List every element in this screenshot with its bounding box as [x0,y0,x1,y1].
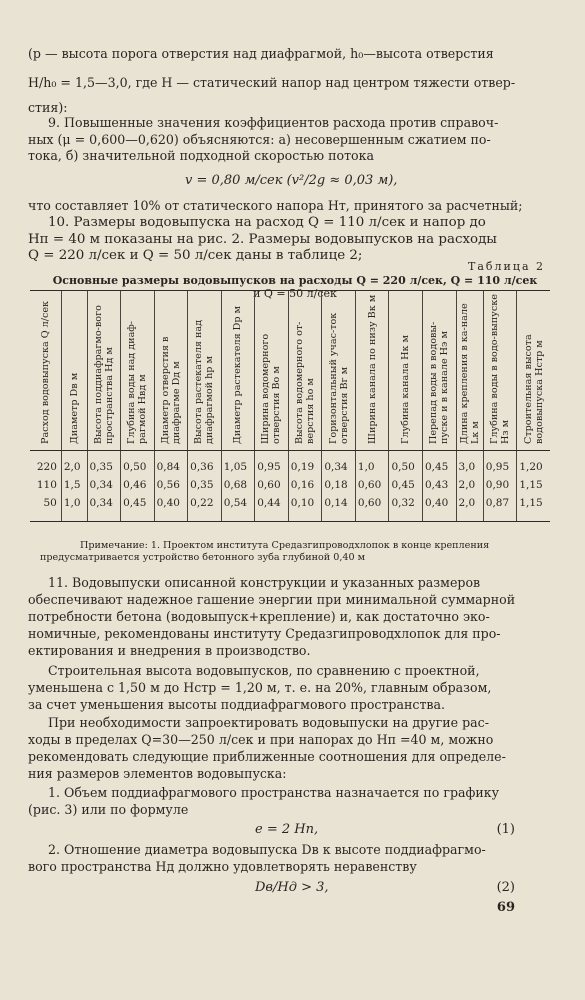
text-line: 9. Повышенные значения коэффициентов расхода против справоч- [48,115,499,130]
table-body [30,451,550,522]
text-line: Q = 220 л/сек и Q = 50 л/сек даны в таблице 2; [28,248,363,263]
table-cell: 0,35 [188,476,222,494]
table-cell: 0,16 [288,476,322,494]
table-column-header [422,291,456,451]
table-header-row [30,291,550,451]
table-cell: 0,68 [221,476,255,494]
table-column-header [355,291,389,451]
table-column-header [61,291,87,451]
table-cell: 0,54 [221,494,255,522]
table-cell: 220 [36,461,57,473]
table-number: Таблица 2 [468,260,545,273]
table-column-header-label: Высота водомерного от-верстия hо м [294,321,317,444]
text-line: ходы в пределах Q=30—250 л/сек и при напорах до Hп =40 м, можно [28,732,494,747]
text-line: H/h₀ = 1,5—3,0, где H — статический напор над центром тяжести отвер- [28,75,516,90]
table-cell: 0,43 [422,476,456,494]
table-cell: 0,95 [483,451,517,477]
table-column-header-label: Длина крепления в ка-нале Lк м [458,303,481,444]
table-cell: 0,56 [154,476,188,494]
table-cell: 1,0 [61,494,87,522]
table-cell: 0,95 [255,451,289,477]
formula-ratio: Dв/Hд > 3, [255,880,329,895]
table-column-header-label: Высота растекателя над диафрагмой hр м [193,319,216,444]
dimensions-table [30,286,550,522]
table-cell: 0,90 [483,476,517,494]
table-column-header-label: Горизонтальный учас-ток отверстия Bг м [327,312,350,444]
table-column-header-label: Диаметр отверстия в диафрагме Dд м [159,336,182,444]
table-cell: 1,0 [355,451,389,477]
text-line: 2. Отношение диаметра водовыпуска Dв к высоте поддиафрагмо- [48,842,486,857]
table-cell: 0,40 [422,494,456,522]
table-note-line: предусматривается устройство бетонного зуба глубиной 0,40 м [40,551,366,563]
table-cell: 1,05 [221,451,255,477]
text-line: ния размеров элементов водовыпуска: [28,766,287,781]
text-line: ных (μ = 0,600—0,620) объясняются: а) несовершенным сжатием по- [28,132,491,147]
table-row [30,476,550,494]
table-cell: 0,50 [121,451,155,477]
text-line: Hп = 40 м показаны на рис. 2. Размеры водовыпусков на расходы [28,232,497,247]
table-cell: 0,44 [255,494,289,522]
table-column-header [456,291,483,451]
formula-volume: e = 2 Hп, [255,822,319,837]
text-line: Строительная высота водовыпусков, по сравнению с проектной, [48,663,480,678]
table-column-header [322,291,356,451]
text-line: рекомендовать следующие приближенные соотношения для определе- [28,749,506,764]
table-column-header [30,291,61,451]
table-column-header-label: Строительная высота водовыпуска Hстр м [522,334,545,444]
table-cell: 0,34 [87,476,121,494]
table-row [30,494,550,522]
equation-number: (1) [496,822,515,837]
table-column-header [121,291,155,451]
table-column-header-label: Диаметр Dв м [68,372,80,444]
table-cell: 0,45 [121,494,155,522]
table-cell: 50 [30,494,61,522]
text-line: (рис. 3) или по формуле [28,802,189,817]
table-note-line: Примечание: 1. Проектом института Средазгипроводхлопок в конце крепления [80,540,490,551]
table-cell: 0,19 [288,451,322,477]
table-column-header-label: Ширина канала по низу Bк м [366,294,378,444]
table-cell: 1,15 [517,494,550,522]
table-cell: 0,60 [355,494,389,522]
text-line: обеспечивают надежное гашение энергии при минимальной суммарной [28,592,516,607]
table-cell: 0,35 [87,451,121,477]
table-column-header [255,291,289,451]
table-cell: 0,34 [322,451,356,477]
equation-number: (2) [496,880,515,895]
table-cell: 0,14 [322,494,356,522]
table-cell: 0,36 [188,451,222,477]
table-cell: 110 [36,479,57,491]
text-line: ектирования и внедрения в производство. [28,643,311,658]
text-line: потребности бетона (водовыпуск+крепление) и, как достаточно эко- [28,609,490,624]
table-cell: 1,20 [517,451,550,477]
table-column-header-label: Глубина воды в водо-выпуске Hз м [489,294,512,444]
table-column-header-label: Ширина водомерного отверстия Bо м [260,333,283,444]
table-column-header [483,291,517,451]
table-row [30,451,550,477]
table-note [40,540,550,564]
text-line: тока, б) значительной подходной скоростью потока [28,148,375,163]
table-cell: 0,40 [154,494,188,522]
table-cell: 0,10 [288,494,322,522]
table-cell: 0,84 [154,451,188,477]
table-caption-line: и Q = 50 л/сек [253,286,337,300]
table-cell: 1,15 [517,476,550,494]
table-column-header-label: Глубина воды над диаф-рагмой Hвд м [126,320,149,444]
text-line: что составляет 10% от статического напора Hт, принятого за расчетный; [28,198,523,213]
table-cell: 0,34 [87,494,121,522]
table-cell: 0,45 [422,451,456,477]
text-line: (p — высота порога отверстия над диафрагмой, h₀—высота отверстия [28,46,494,61]
table-cell: 3,0 [456,451,483,477]
text-line: стия): [28,100,68,115]
table-column-header [389,291,423,451]
table-column-header-label: Расход водовыпуска Q л/сек [39,300,51,444]
table-column-header [87,291,121,451]
table-cell: 0,46 [121,476,155,494]
page-number: 69 [496,900,515,915]
table-cell: 0,87 [483,494,517,522]
table-column-header [288,291,322,451]
text-line: При необходимости запроектировать водовыпуски на другие рас- [48,715,489,730]
table-cell: 1,5 [61,476,87,494]
table-cell: 0,18 [322,476,356,494]
text-line: за счет уменьшения высоты поддиафрагмового пространства. [28,697,446,712]
text-line: уменьшена с 1,50 м до Hстр = 1,20 м, т. е. на 20%, главным образом, [28,680,492,695]
text-line: вого пространства Hд должно удовлетворять неравенству [28,859,417,874]
text-line: 1. Объем поддиафрагмового пространства назначается по графику [48,785,500,800]
formula-velocity: v = 0,80 м/сек (v²/2g ≈ 0,03 м), [185,173,398,188]
table-cell: 2,0 [456,476,483,494]
table-column-header [154,291,188,451]
text-line: 10. Размеры водовыпуска на расход Q = 110 л/сек и напор до [48,215,486,230]
table-column-header-label: Высота поддиафрагмо-вого пространства Hд м [92,305,115,444]
table-cell: 0,22 [188,494,222,522]
table-cell: 2,0 [61,451,87,477]
table-column-header-label: Диаметр растекателя Dр м [232,305,244,444]
table-cell: 0,50 [389,451,423,477]
table-column-header [221,291,255,451]
table-caption-line: Основные размеры водовыпусков на расходы Q = 220 л/сек, Q = 110 л/сек [52,274,538,287]
table-column-header [517,291,550,451]
table-column-header-label: Глубина канала Hк м [400,335,412,444]
text-line: номичные, рекомендованы институту Средазгипроводхлопок для про- [28,626,501,641]
table-cell: 0,45 [389,476,423,494]
table-column-header [188,291,222,451]
text-line: 11. Водовыпуски описанной конструкции и указанных размеров [48,575,481,590]
table-column-header-label: Перепад воды в водовы-пуске и в канале Hэ м [428,321,451,444]
table-cell: 0,60 [255,476,289,494]
table-cell: 0,60 [355,476,389,494]
table-cell: 0,32 [389,494,423,522]
table-cell: 2,0 [456,494,483,522]
